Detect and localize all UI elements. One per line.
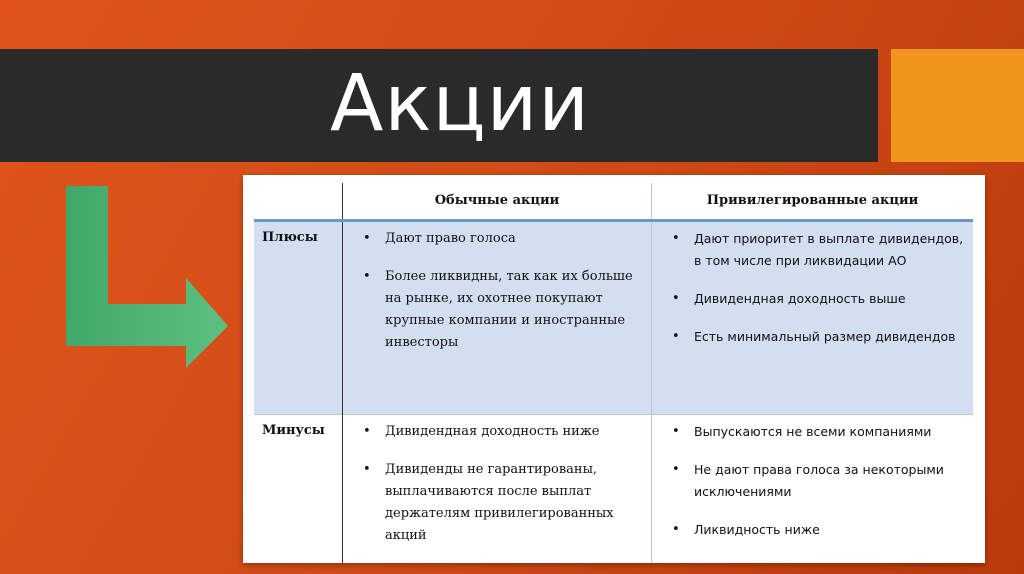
list-item: • Дивиденды не гарантированы, выплачиваются после выплат держателям привилегированных акций <box>343 459 643 547</box>
list-item: • Более ликвидны, так как их больше на рынке, их охотнее покупают крупные компании и иностранные инвесторы <box>343 266 643 354</box>
table-header-row <box>254 183 973 221</box>
accent-square <box>891 49 1024 162</box>
list-item: • Выпускаются не всеми компаниями <box>652 421 965 443</box>
table-row-pros <box>254 221 973 415</box>
cons-common-cell <box>343 415 652 564</box>
list-item: • Дивидендная доходность ниже <box>343 421 643 443</box>
header-common-shares: Обычные акции <box>343 183 652 221</box>
list-item: • Ликвидность ниже <box>652 519 965 541</box>
row-label-pros: Плюсы <box>254 221 343 415</box>
list-item: • Дивидендная доходность выше <box>652 288 965 310</box>
comparison-table-card <box>243 175 985 563</box>
list-item: • Дают приоритет в выплате дивидендов, в том числе при ликвидации АО <box>652 228 965 272</box>
row-label-cons: Минусы <box>254 415 343 564</box>
cons-preferred-cell <box>652 415 974 564</box>
comparison-table <box>254 183 973 563</box>
pros-preferred-cell <box>652 221 974 415</box>
bent-arrow-right-icon <box>66 186 236 376</box>
list-item: • Дают право голоса <box>343 228 643 250</box>
slide-title: Акции <box>330 59 590 149</box>
list-item: • Не дают права голоса за некоторыми исключениями <box>652 459 965 503</box>
pros-common-cell <box>343 221 652 415</box>
header-preferred-shares: Привилегированные акции <box>652 183 974 221</box>
list-item: • Есть минимальный размер дивидендов <box>652 326 965 348</box>
header-empty-cell <box>254 183 343 221</box>
table-row-cons <box>254 415 973 564</box>
